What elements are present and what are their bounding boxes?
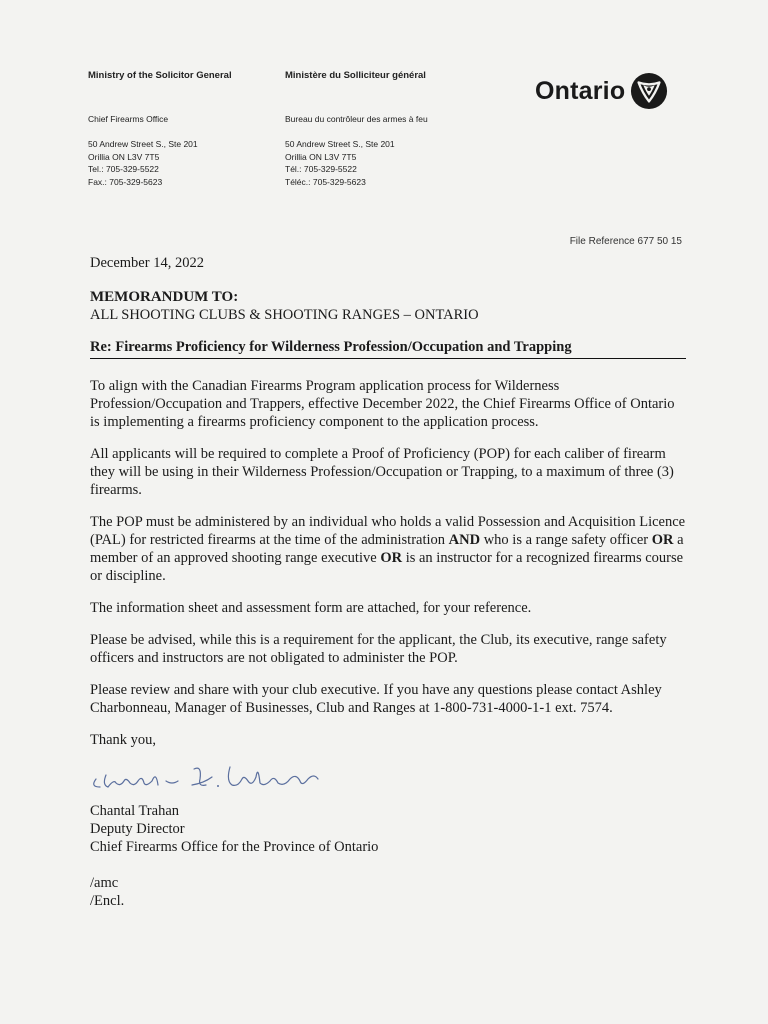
logo-wordmark: Ontario <box>535 76 626 105</box>
paragraph-6: Please review and share with your club executive. If you have any questions please contact Ashley Charbonneau, Manager of Businesses, Club and Ranges at 1-800-731-4000-1-1 ext. 7574. <box>90 682 662 716</box>
header-french <box>285 70 495 188</box>
address-fr <box>285 138 495 188</box>
fax-line: Téléc.: 705-329-5623 <box>285 176 366 187</box>
signer-title: Deputy Director <box>90 821 185 837</box>
trillium-icon <box>630 72 668 110</box>
signer-name: Chantal Trahan <box>90 803 180 819</box>
emphasis-and: AND <box>448 532 481 548</box>
paragraph-3-part: who is a range safety officer <box>480 532 652 548</box>
ontario-logo <box>535 72 668 110</box>
address-line: 50 Andrew Street S., Ste 201 <box>88 139 198 149</box>
header-english <box>88 70 278 188</box>
address-line: 50 Andrew Street S., Ste 201 <box>285 139 395 149</box>
paragraph-4: The information sheet and assessment form are attached, for your reference. <box>90 600 532 616</box>
phone-line: Tel.: 705-329-5522 <box>88 164 159 174</box>
paragraph-3 <box>90 513 686 585</box>
office-name-fr: Bureau du contrôleur des armes à feu <box>285 114 428 124</box>
handwritten-signature <box>86 757 336 797</box>
memo-recipients: ALL SHOOTING CLUBS & SHOOTING RANGES – ONTARIO <box>90 307 479 323</box>
closing: Thank you, <box>90 732 157 748</box>
enclosure-note: /Encl. <box>90 893 125 909</box>
memo-label: MEMORANDUM TO: <box>90 289 239 305</box>
file-reference: File Reference 677 50 15 <box>569 236 682 247</box>
phone-line: Tél.: 705-329-5522 <box>285 164 357 174</box>
typist-initials: /amc <box>90 875 119 891</box>
memo-date: December 14, 2022 <box>90 255 204 271</box>
emphasis-or: OR <box>380 550 403 566</box>
fax-line: Fax.: 705-329-5623 <box>88 176 163 187</box>
enclosure-block <box>90 874 686 910</box>
paragraph-1: To align with the Canadian Firearms Program application process for Wilderness Profession/Occupation and Trappers, effective December 2022, the Chief Firearms Office of Ontario is implementing a firearms proficiency component to the application process. <box>90 378 675 430</box>
paragraph-2: All applicants will be required to complete a Proof of Proficiency (POP) for each caliber of firearm they will be using in their Wilderness Profession/Occupation or Trapping, to a maximum of three (3) firearms. <box>90 446 674 498</box>
subject-line: Re: Firearms Proficiency for Wilderness Profession/Occupation and Trapping <box>90 338 686 359</box>
signer-office: Chief Firearms Office for the Province of Ontario <box>90 839 379 855</box>
address-en <box>88 138 278 188</box>
paragraph-3-part: is an instructor for a recognized firearms course or discipline. <box>90 550 684 584</box>
paragraph-3-part: The POP must be administered by an individual who holds a valid Possession and Acquisition Licence (PAL) for restricted firearms at the time of the administration <box>90 514 686 548</box>
ministry-name-fr: Ministère du Solliciteur général <box>285 70 426 81</box>
paragraph-3-part: a member of an approved shooting range executive <box>90 532 684 566</box>
office-name-en: Chief Firearms Office <box>88 114 169 124</box>
emphasis-or: OR <box>651 532 674 548</box>
paragraph-5: Please be advised, while this is a requirement for the applicant, the Club, its executive, range safety officers and instructors are not obligated to administer the POP. <box>90 632 667 666</box>
memo-body <box>90 254 686 910</box>
ministry-name-en: Ministry of the Solicitor General <box>88 70 232 81</box>
signer-block <box>90 802 686 856</box>
address-line: Orillia ON L3V 7T5 <box>285 151 357 162</box>
address-line: Orillia ON L3V 7T5 <box>88 151 160 162</box>
